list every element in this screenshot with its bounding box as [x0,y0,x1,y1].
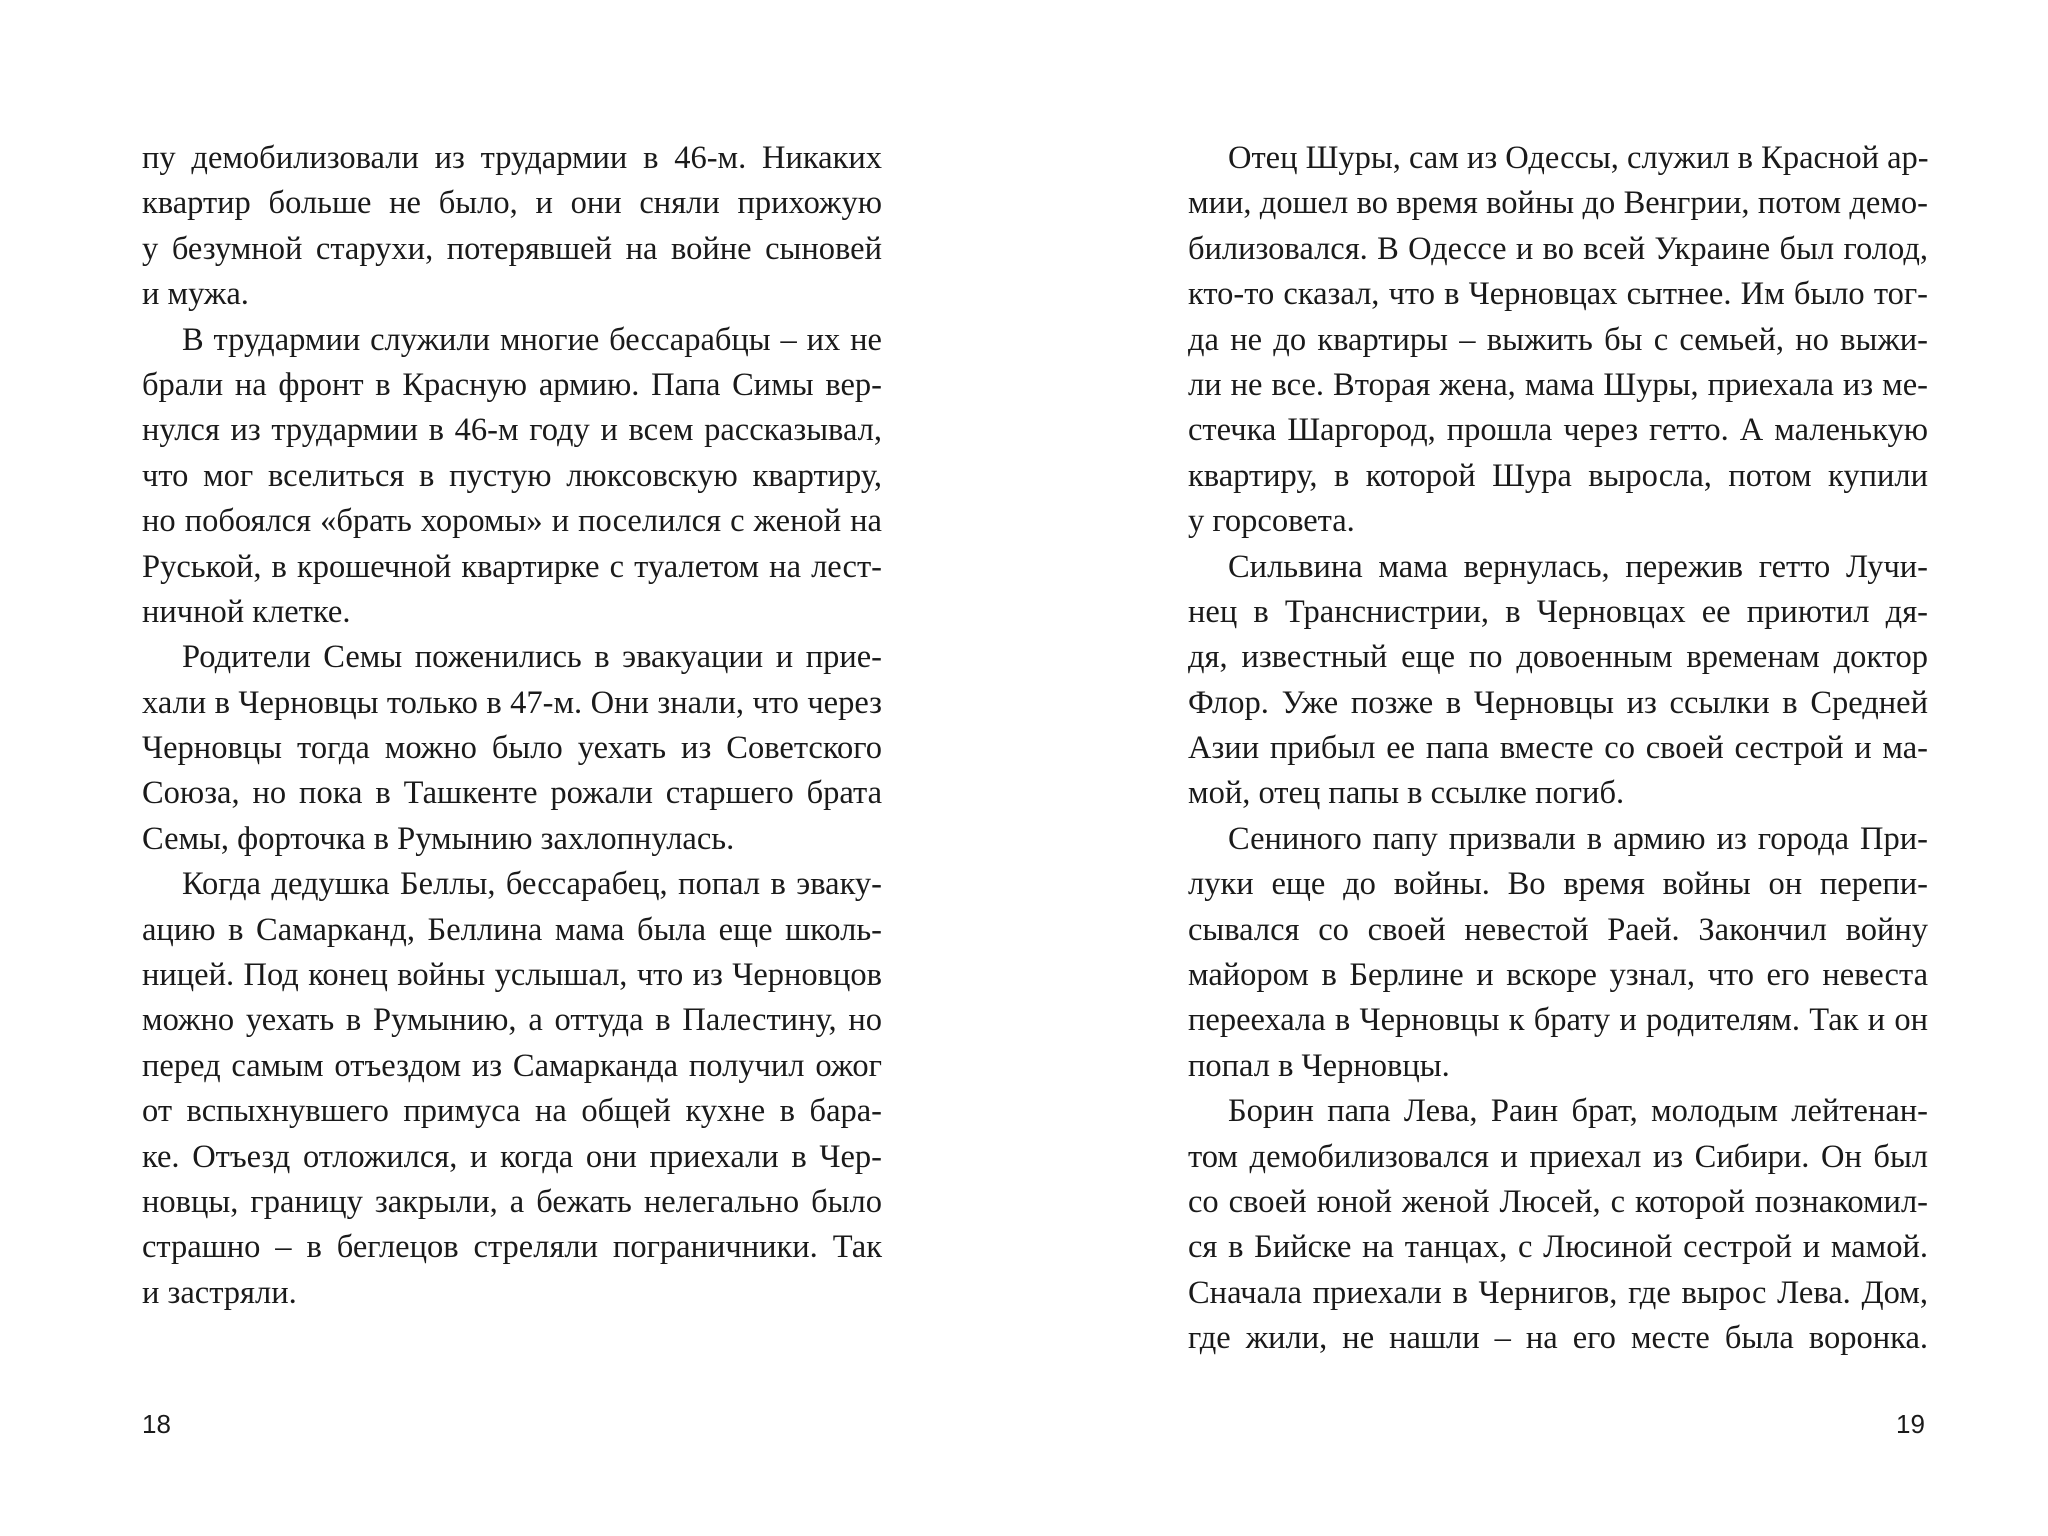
page-number-left: 18 [142,1409,171,1439]
text-line: и мужа. [142,276,249,313]
text-line: луки еще до войны. Во время войны он перепи- [1188,866,1928,903]
text-line: ся в Бийске на танцах, с Люсиной сестрой и мамой. [1188,1229,1928,1266]
right-page [1024,0,2048,1536]
text-line: Черновцы тогда можно было уехать из Советского [142,730,882,767]
text-line: Азии прибыл ее папа вместе со своей сестрой и ма- [1188,730,1928,767]
text-line: и застряли. [142,1274,297,1311]
text-line: от вспыхнувшего примуса на общей кухне в бара- [142,1093,882,1130]
text-line: нец в Транснистрии, в Черновцах ее приютил дя- [1188,593,1928,630]
text-line: нулся из трудармии в 46-м году и всем рассказывал, [142,412,882,449]
text-line: ли не все. Вторая жена, мама Шуры, приехала из ме- [1188,366,1928,403]
text-line: мой, отец папы в ссылке погиб. [1188,775,1625,812]
left-page-text [142,136,882,1316]
text-line: ницей. Под конец войны услышал, что из Черновцов [142,957,882,994]
text-line: брали на фронт в Красную армию. Папа Симы вер- [142,366,882,403]
text-line: мии, дошел во время войны до Венгрии, потом демо- [1188,185,1928,222]
paragraph-start-line: Сильвина мама вернулась, пережив гетто Лучи- [1228,548,1928,585]
text-line: Сначала приехали в Чернигов, где вырос Лева. Дом, [1188,1274,1928,1311]
text-line: ничной клетке. [142,593,351,630]
text-line: Руськой, в крошечной квартирке с туалетом на лест- [142,548,882,585]
paragraph-start-line: Родители Семы поженились в эвакуации и прие- [182,639,882,676]
paragraph-start-line: Когда дедушка Беллы, бессарабец, попал в эваку- [182,866,882,903]
text-line: попал в Черновцы. [1188,1047,1450,1084]
text-line: новцы, границу закрыли, а бежать нелегально было [142,1183,882,1220]
paragraph-start-line: Отец Шуры, сам из Одессы, служил в Красной ар- [1228,140,1929,176]
text-line: майором в Берлине и вскоре узнал, что его невеста [1188,957,1928,994]
text-line: перед самым отъездом из Самарканда получил ожог [142,1047,882,1084]
text-line: билизовался. В Одессе и во всей Украине был голод, [1188,230,1928,267]
text-line: что мог вселиться в пустую люксовскую квартиру, [142,457,882,494]
text-line: хали в Черновцы только в 47-м. Они знали, что через [142,684,882,721]
text-line: страшно – в беглецов стреляли пограничники. Так [142,1229,882,1266]
text-line: но побоялся «брать хоромы» и поселился с женой на [142,503,882,540]
text-line: дя, известный еще по довоенным временам доктор [1188,639,1928,676]
text-line: Союза, но пока в Ташкенте рожали старшего брата [142,775,882,812]
right-page-text [1188,136,1928,1362]
text-line: у безумной старухи, потерявшей на войне сыновей [142,230,882,267]
text-line: квартиру, в которой Шура выросла, потом купили [1188,457,1928,494]
page-number-right: 19 [1896,1409,1925,1439]
paragraph-start-line: В трудармии служили многие бессарабцы – их не [182,321,882,358]
text-line: где жили, не нашли – на его месте была воронка. [1188,1320,1928,1357]
text-line: ке. Отъезд отложился, и когда они приехали в Чер- [142,1138,882,1175]
text-line: стечка Шаргород, прошла через гетто. А маленькую [1188,412,1928,449]
text-line: ацию в Самарканд, Беллина мама была еще школь- [142,911,882,948]
text-line: том демобилизовался и приехал из Сибири. Он был [1188,1138,1928,1175]
paragraph-start-line: Борин папа Лева, Раин брат, молодым лейтенан- [1228,1093,1928,1130]
text-line: Семы, форточка в Румынию захлопнулась. [142,820,735,857]
text-line: сывался со своей невестой Раей. Закончил войну [1188,911,1928,948]
text-line: у горсовета. [1188,503,1355,540]
paragraph-start-line: Сениного папу призвали в армию из города При- [1228,820,1928,857]
text-line: можно уехать в Румынию, а оттуда в Палестину, но [142,1002,882,1039]
text-line: переехала в Черновцы к брату и родителям. Так и он [1188,1002,1928,1039]
text-line: да не до квартиры – выжить бы с семьей, но выжи- [1188,321,1928,358]
text-line: Флор. Уже позже в Черновцы из ссылки в Средней [1188,684,1928,721]
text-line: квартир больше не было, и они сняли прихожую [142,185,882,222]
text-line: кто-то сказал, что в Черновцах сытнее. Им было тог- [1188,276,1928,313]
text-line: со своей юной женой Люсей, с которой познакомил- [1188,1183,1928,1220]
text-line: пу демобилизовали из трудармии в 46-м. Никаких [142,140,882,176]
